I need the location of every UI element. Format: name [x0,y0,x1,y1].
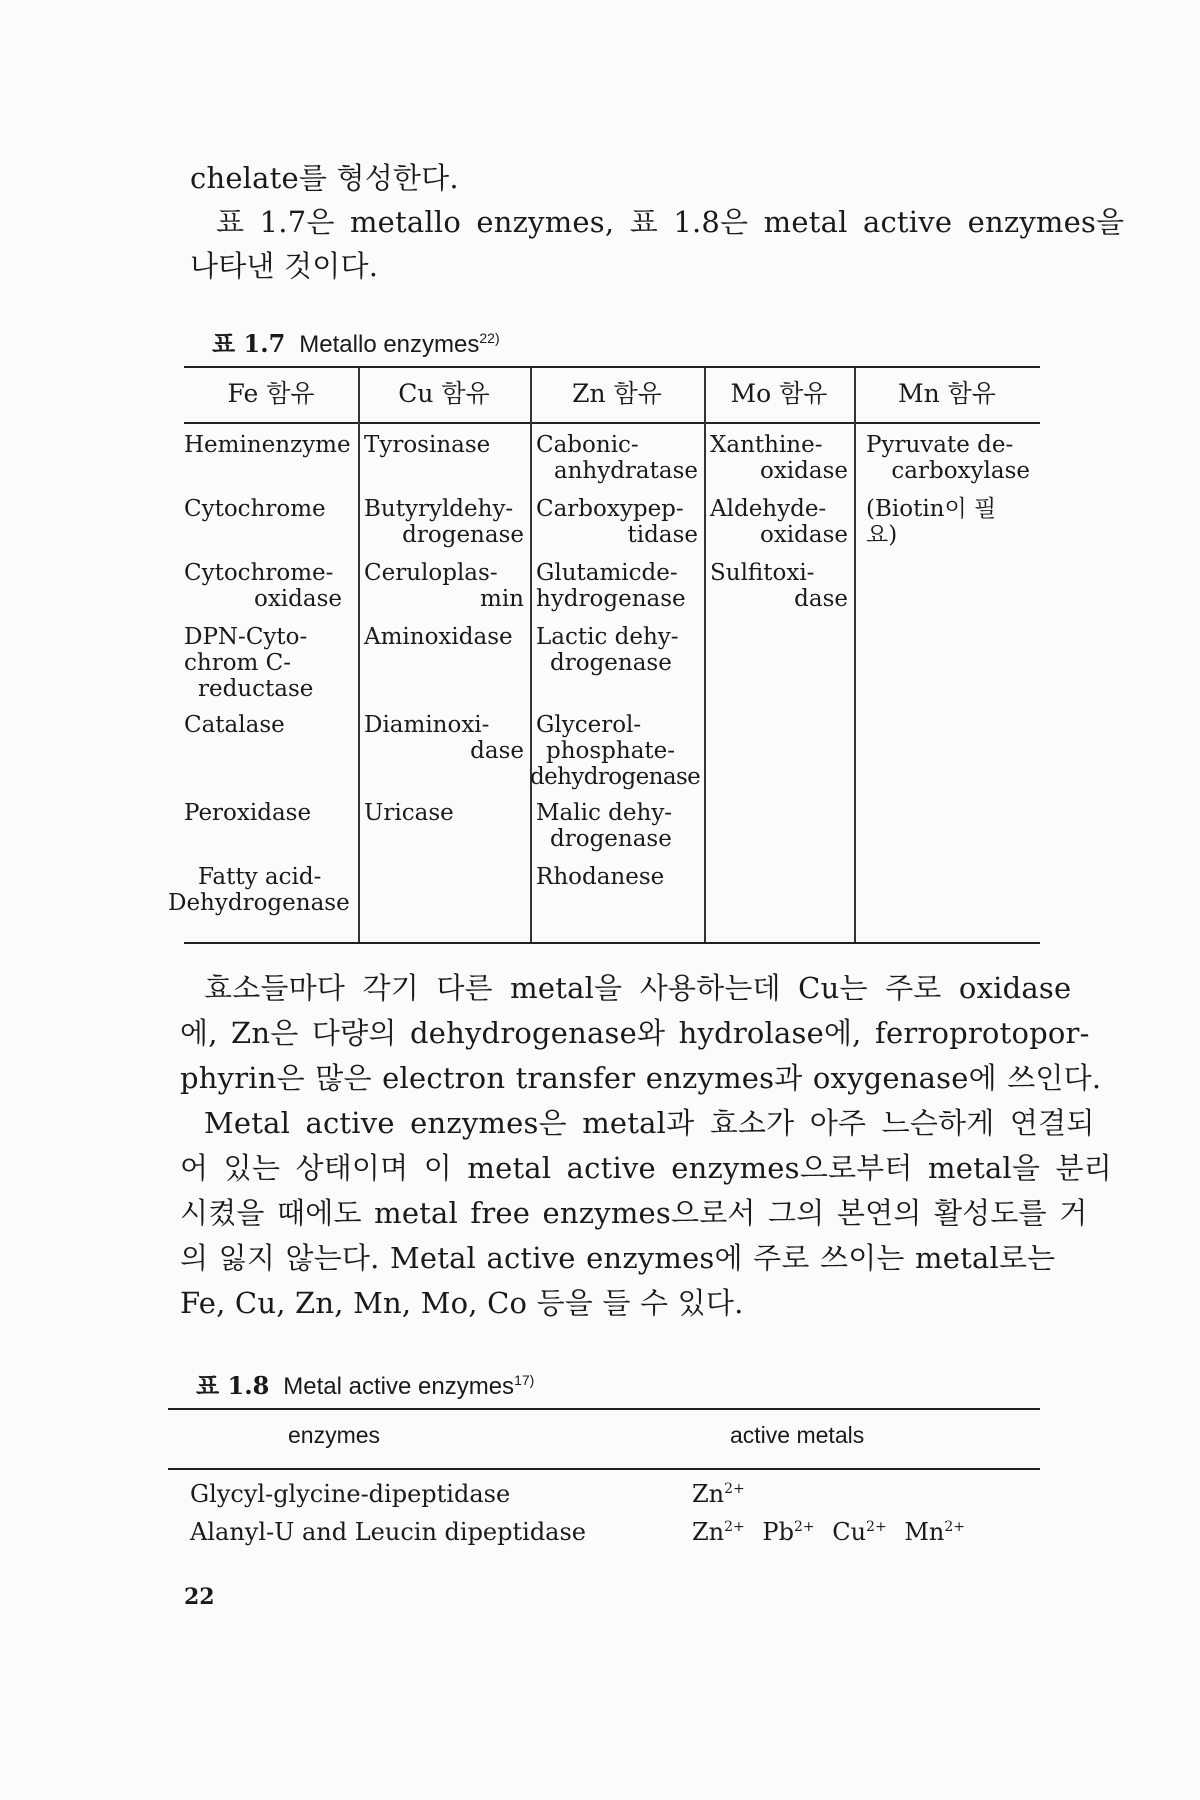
intro-line: 표 1.7은 metallo enzymes, 표 1.8은 metal active enzymes을 [216,205,1125,239]
column-divider [704,368,706,942]
cu-entry: Aminoxidase [364,624,513,650]
table-1-7-title: Metallo enzymes [299,331,480,358]
table-1-7-caption [212,324,500,359]
intro-line: 나타낸 것이다. [190,249,379,283]
zn-entry: Cabonic- anhydratase [536,432,698,484]
column-divider [358,368,360,942]
table-1-7-label: 표 1.7 [212,329,286,358]
table-metal-active-enzymes [168,1408,1040,1568]
header-zn: Zn 함유 [572,379,662,408]
fe-entry: Catalase [184,712,285,738]
table-bottom-rule [184,942,1040,944]
table-header-rule [168,1468,1040,1470]
fe-entry: Fatty acid- Dehydrogenase [168,864,350,916]
zn-entry: Lactic dehy- drogenase [536,624,679,676]
table-metallo-enzymes [168,366,1040,944]
zn-entry: Malic dehy- drogenase [536,800,673,852]
cu-entry: Ceruloplas- min [364,560,524,612]
zn-entry: Carboxypep- tidase [536,496,698,548]
body-line: 시켰을 때에도 metal free enzymes으로서 그의 본연의 활성도를 거 [180,1196,1088,1230]
table-top-rule [168,1408,1040,1410]
body-line: Fe, Cu, Zn, Mn, Mo, Co 등을 들 수 있다. [180,1286,744,1320]
header-active-metals: active metals [730,1422,865,1448]
body-line: phyrin은 많은 electron transfer enzymes과 oxygenase에 쓰인다. [180,1061,1102,1095]
table-header-rule [184,422,1040,424]
header-mo: Mo 함유 [730,379,828,408]
fe-entry: Heminenzyme [184,432,351,458]
column-divider [854,368,856,942]
table-row-metals: $Zn^{2+}$ $Pb^{2+}$ $Cu^{2+}$ $Mn^{2+}$ [692,1518,965,1546]
fe-entry: Cytochrome [184,496,326,522]
header-enzymes: enzymes [288,1422,381,1448]
header-mn: Mn 함유 [898,379,996,408]
zn-entry: Glycerol- phosphate- dehydrogenase [530,712,701,790]
column-divider [530,368,532,942]
table-1-7-ref: 22) [479,330,500,346]
cu-entry: Diaminoxi- dase [364,712,524,764]
body-line: Metal active enzymes은 metal과 효소가 아주 느슨하게 연결되 [204,1106,1095,1140]
header-fe: Fe 함유 [227,379,315,408]
body-line: 효소들마다 각기 다른 metal을 사용하는데 Cu는 주로 oxidase [204,971,1072,1005]
body-line: 의 잃지 않는다. Metal active enzymes에 주로 쓰이는 metal로는 [180,1241,1056,1275]
table-row-enzyme: Glycyl-glycine-dipeptidase [190,1480,511,1508]
fe-entry: DPN-Cyto- chrom C- reductase [184,624,314,702]
table-1-8-ref: 17) [514,1372,535,1388]
body-paragraph [180,966,1112,1326]
mo-entry: Xanthine- oxidase [710,432,848,484]
table-row-enzyme: Alanyl-U and Leucin dipeptidase [190,1518,587,1546]
mn-entry: Pyruvate de- carboxylase [866,432,1030,484]
header-cu: Cu 함유 [398,379,490,408]
mo-entry: Sulfitoxi- dase [710,560,848,612]
table-1-8-caption [196,1366,534,1401]
table-row-metal: $Zn^{2+}$ [692,1480,745,1508]
zn-entry: Glutamicde- hydrogenase [536,560,686,612]
page-number: 22 [184,1584,215,1610]
mn-entry: (Biotin이 필 요) [866,496,997,548]
intro-paragraph [190,156,1124,288]
table-top-rule [184,366,1040,368]
intro-line: chelate를 형성한다. [190,161,459,195]
fe-entry: Cytochrome- oxidase [184,560,342,612]
fe-entry: Peroxidase [184,800,312,826]
zn-entry: Rhodanese [536,864,665,890]
cu-entry: Tyrosinase [364,432,491,458]
mo-entry: Aldehyde- oxidase [710,496,848,548]
body-line: 어 있는 상태이며 이 metal active enzymes으로부터 metal을 분리 [180,1151,1112,1185]
body-line: 에, Zn은 다량의 dehydrogenase와 hydrolase에, ferroprotopor- [180,1016,1090,1050]
table-1-8-label: 표 1.8 [196,1371,270,1400]
table-1-8-title: Metal active enzymes [283,1373,515,1400]
cu-entry: Uricase [364,800,454,826]
cu-entry: Butyryldehy- drogenase [364,496,524,548]
